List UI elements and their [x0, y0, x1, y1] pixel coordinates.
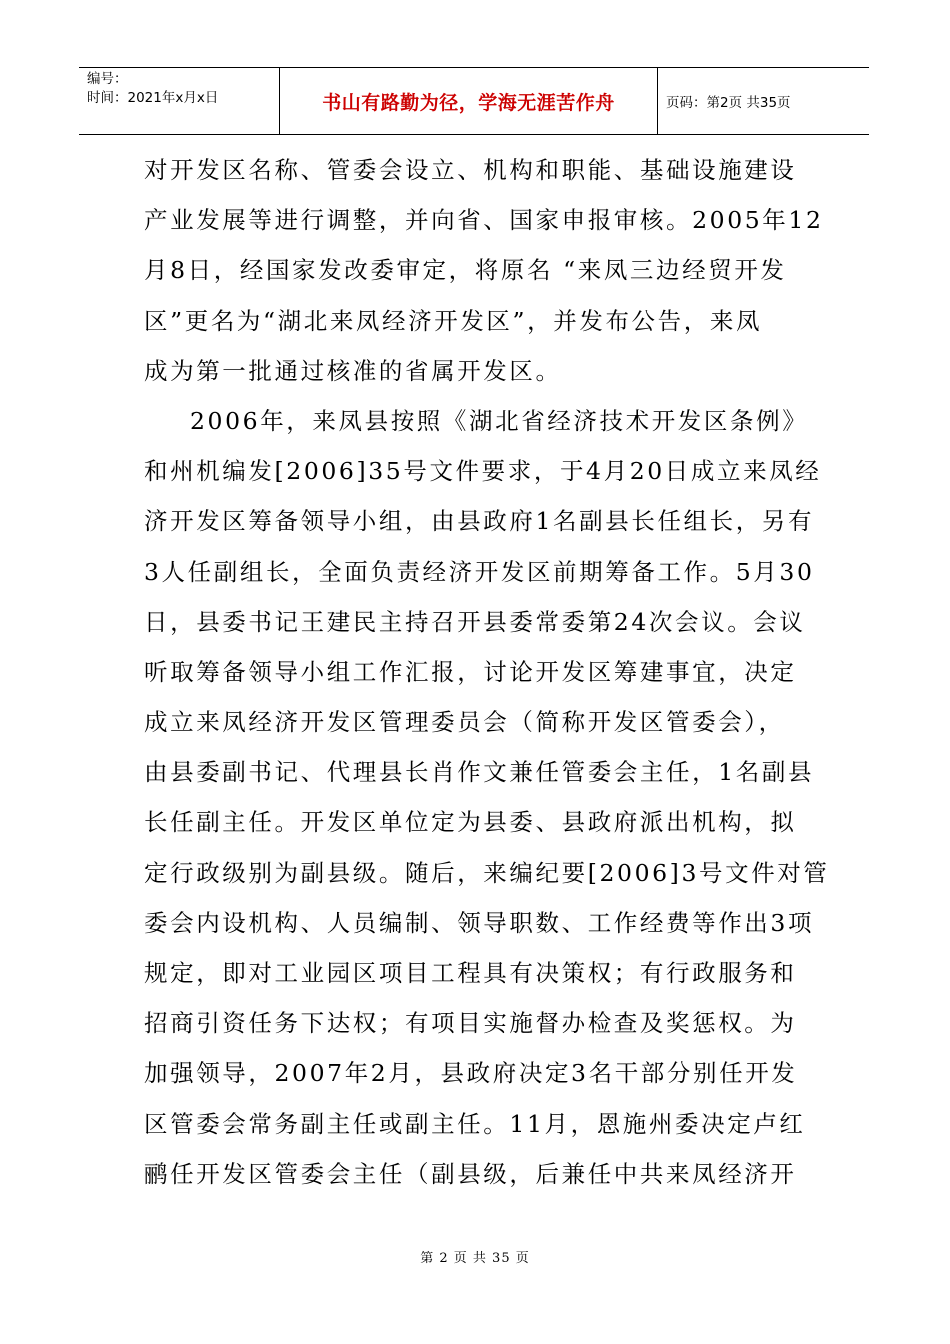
text-line: 定行政级别为副县级。随后，来编纪要[2006]3号文件对管: [144, 858, 830, 887]
document-body: [144, 145, 830, 1199]
text-line: 由县委副书记、代理县长肖作文兼任管委会主任，1名副县: [144, 758, 815, 787]
document-header: [79, 67, 869, 135]
text-line: 规定，即对工业园区项目工程具有决策权；有行政服务和: [144, 959, 797, 987]
text-line: 对开发区名称、管委会设立、机构和职能、基础设施建设: [144, 156, 797, 184]
text-line: 成立来凤经济开发区管理委员会（简称开发区管委会），: [144, 708, 785, 737]
text-line: 3人任副组长，全面负责经济开发区前期筹备工作。5月30: [144, 557, 815, 586]
text-line: 听取筹备领导小组工作汇报，讨论开发区筹建事宜，决定: [144, 657, 797, 686]
text-line: 产业发展等进行调整，并向省、国家申报审核。2005年12: [144, 206, 824, 235]
text-line: 区管委会常务副主任或副主任。11月，恩施州委决定卢红: [144, 1109, 806, 1138]
text-line: 鹂任开发区管委会主任（副县级，后兼任中共来凤经济开: [144, 1159, 797, 1188]
header-motto: 书山有路勤为径，学海无涯苦作舟: [280, 68, 658, 134]
text-line: 成为第一批通过核准的省属开发区。: [144, 356, 562, 385]
text-line: 加强领导，2007年2月，县政府决定3名干部分别任开发: [144, 1059, 798, 1088]
text-line: 招商引资任务下达权；有项目实施督办检查及奖惩权。为: [144, 1009, 797, 1038]
document-time-label: 时间：2021年x月x日: [87, 90, 219, 106]
text-line: 委会内设机构、人员编制、领导职数、工作经费等作出3项: [144, 908, 815, 937]
paragraph-start-line: 2006年，来凤县按照《湖北省经济技术开发区条例》: [190, 406, 809, 435]
text-line: 长任副主任。开发区单位定为县委、县政府派出机构，拟: [144, 808, 797, 837]
header-page-info: 页码：第2页 共35页: [666, 95, 791, 111]
document-number-label: 编号：: [87, 71, 128, 87]
text-line: 月8日，经国家发改委审定，将原名 “来凤三边经贸开发: [144, 256, 787, 285]
text-line: 济开发区筹备领导小组，由县政府1名副县长任组长，另有: [144, 507, 815, 536]
text-line: 和州机编发[2006]35号文件要求，于4月20日成立来凤经: [144, 457, 822, 486]
page-footer: 第 2 页 共 35 页: [420, 1251, 530, 1266]
text-line: 区”更名为“湖北来凤经济开发区”，并发布公告，来凤: [144, 306, 763, 335]
text-line: 日，县委书记王建民主持召开县委常委第24次会议。会议: [144, 607, 806, 636]
header-meta: [79, 68, 280, 134]
